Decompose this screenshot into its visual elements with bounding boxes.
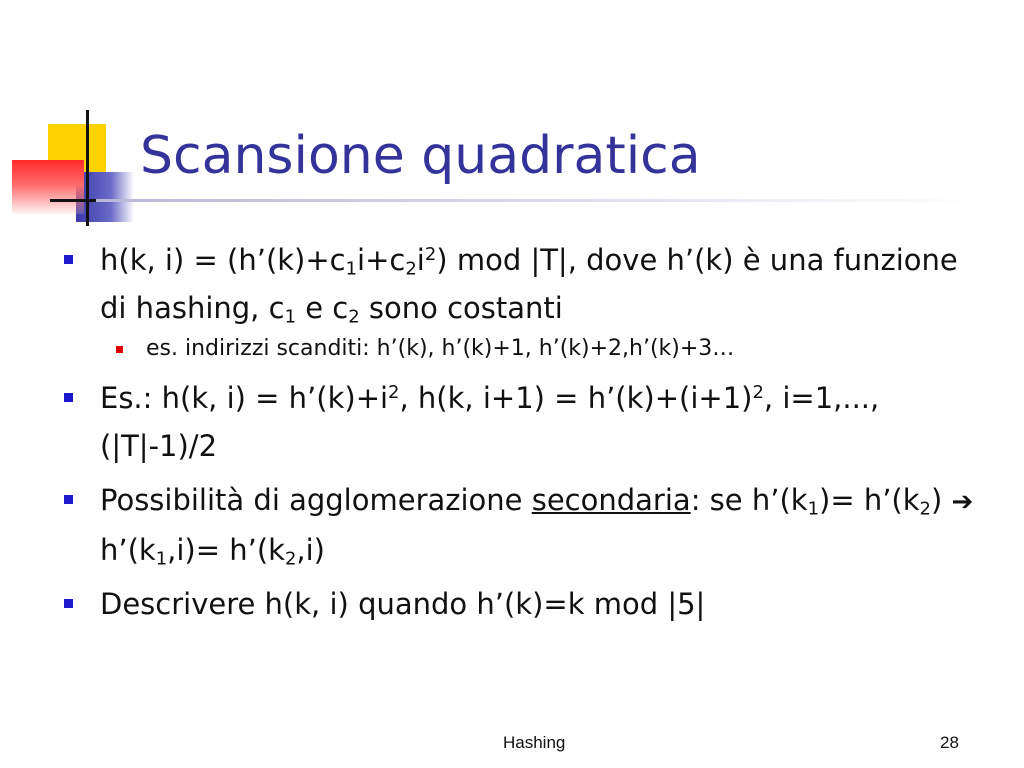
text-run: , i=1,..., (|T|-1)/2	[100, 381, 880, 463]
subscript: 1	[284, 306, 296, 328]
subscript: 1	[345, 258, 358, 280]
subscript: 2	[405, 258, 417, 280]
text-run: : se h’(k	[690, 483, 808, 517]
text-run: i	[416, 243, 425, 277]
text-run: h(k, i) = (h’(k)+c	[100, 243, 346, 277]
subscript: 2	[348, 306, 360, 328]
logo-blue-square	[76, 172, 134, 222]
text-run: sono costanti	[359, 291, 563, 325]
text-run: Possibilità di agglomerazione	[100, 483, 532, 517]
bullet-square-icon	[64, 393, 73, 402]
text-run: e c	[296, 291, 349, 325]
superscript: 2	[752, 382, 764, 404]
logo-red-square	[12, 160, 84, 214]
right-arrow-icon: ➔	[951, 487, 974, 517]
slide-content	[60, 236, 980, 628]
text-run: ) mod |T|, dove h’(k) è una funzione di hashing, c	[100, 243, 958, 325]
text-run: ,i)	[296, 533, 325, 567]
bullet-item-clustering	[60, 476, 980, 574]
bullet-item-example	[60, 374, 980, 470]
sub-bullet-item-example	[60, 332, 980, 366]
text-run: Es.: h(k, i) = h’(k)+i	[100, 381, 389, 415]
text-run: Descrivere h(k, i) quando h’(k)=k mod |5|	[100, 587, 706, 621]
logo-horizontal-line	[50, 199, 96, 202]
bullet-square-icon	[64, 599, 73, 608]
text-run: )	[930, 483, 952, 517]
bullet-item-formula	[60, 236, 980, 332]
subscript: 2	[284, 548, 297, 570]
text-run: )= h’(k	[819, 483, 920, 517]
subscript: 1	[807, 498, 819, 520]
bullet-item-exercise	[60, 580, 980, 628]
page-number: 28	[940, 733, 959, 752]
subscript: 2	[919, 498, 931, 520]
title-underline-rule	[96, 199, 976, 202]
subscript: 1	[155, 548, 168, 570]
slide-logo-decoration	[0, 0, 140, 240]
superscript: 2	[388, 382, 400, 404]
slide-title: Scansione quadratica	[140, 126, 701, 186]
text-run: , h(k, i+1) = h’(k)+(i+1)	[399, 381, 753, 415]
sub-bullet-square-icon	[116, 346, 123, 353]
bullet-square-icon	[64, 495, 73, 504]
sub-bullet-text: es. indirizzi scanditi: h’(k), h’(k)+1, h’(k)+2,h’(k)+3…	[146, 336, 735, 361]
footer-title: Hashing	[503, 733, 566, 752]
text-run: h’(k	[100, 533, 156, 567]
superscript: 2	[424, 244, 437, 266]
underlined-term: secondaria	[531, 483, 691, 517]
logo-vertical-line	[86, 110, 89, 226]
text-run: ,i)= h’(k	[167, 533, 285, 567]
text-run: i+c	[357, 243, 406, 277]
bullet-square-icon	[64, 255, 73, 264]
